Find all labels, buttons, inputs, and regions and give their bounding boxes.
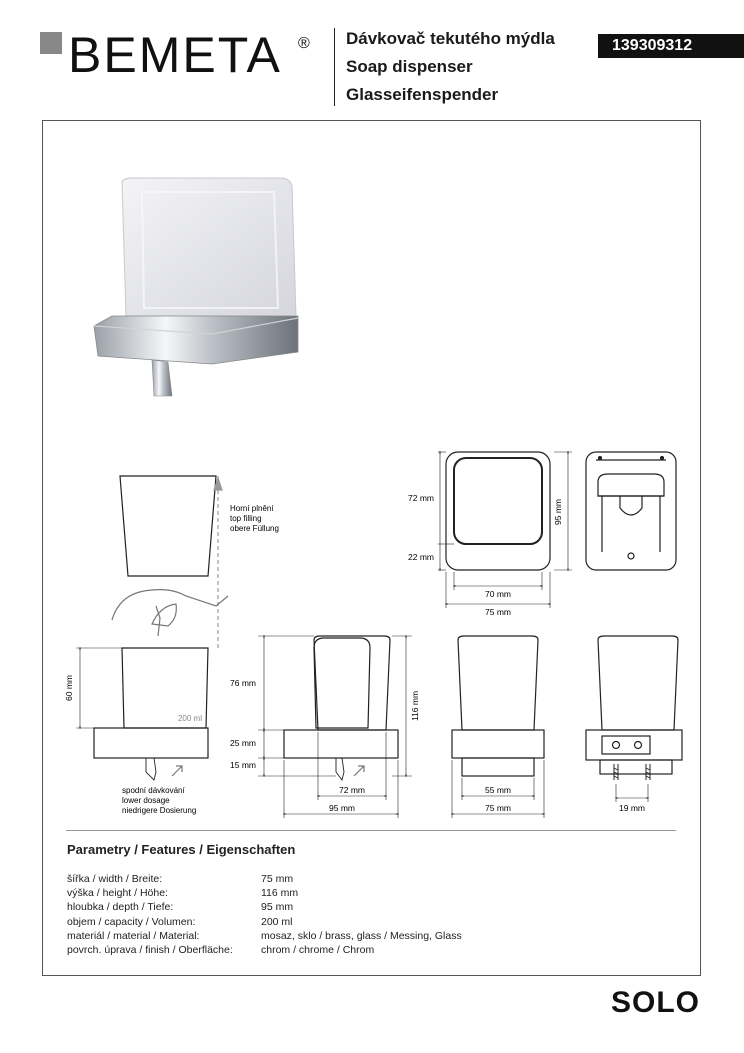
top-filling-en: top filling [230,514,262,523]
top-filling-de: obere Füllung [230,524,279,533]
product-photo [94,178,298,396]
title-en: Soap dispenser [346,57,473,76]
top-view [438,452,572,608]
title-cz: Dávkovač tekutého mýdla [346,29,555,48]
dim-95-front: 95 mm [329,803,355,813]
header-divider [334,28,335,106]
filling-illustration [112,476,228,650]
param-value: 200 ml [261,915,293,928]
param-value: mosaz, sklo / brass, glass / Messing, Glass [261,929,462,942]
section-divider [66,830,676,831]
param-label: povrch. úprava / finish / Oberfläche: [67,944,233,957]
param-label: objem / capacity / Volumen: [67,915,196,928]
param-value: 116 mm [261,887,299,900]
param-label: šířka / width / Breite: [67,873,163,885]
dim-25: 25 mm [230,738,256,748]
dim-116: 116 mm [410,690,420,722]
parameters-title: Parametry / Features / Eigenschaften [67,842,296,857]
param-label: výška / height / Höhe: [67,887,168,900]
title-de: Glasseifenspender [346,85,499,104]
lower-dosage-cz: spodní dávkování [122,786,185,795]
bemeta-logo [40,26,320,82]
lower-dosage-de: niedrigere Dosierung [122,806,197,815]
logo-text: BEMETA [68,27,282,82]
param-value: 95 mm [261,901,294,914]
param-row [67,943,462,957]
product-code: 139309312 [598,34,744,58]
param-value: 75 mm [261,873,294,885]
logo-registered-mark: ® [298,35,310,52]
dim-76: 76 mm [230,678,256,688]
dim-70: 70 mm [485,589,511,599]
dim-72-top: 72 mm [408,493,434,503]
param-row [67,900,462,914]
parameters-list [67,872,462,957]
dim-60: 60 mm [64,675,74,701]
lower-dosage-en: lower dosage [122,796,170,805]
param-row [67,872,462,886]
dim-15: 15 mm [230,760,256,770]
param-row [67,929,462,943]
param-row [67,915,462,929]
wall-mount-view [586,636,682,802]
dim-22: 22 mm [408,552,434,562]
logo-square [40,32,62,54]
series-name: SOLO [610,986,700,1019]
capacity-label: 200 ml [177,714,202,723]
technical-drawing [42,120,701,840]
dim-95-side: 95 mm [553,499,563,525]
top-filling-cz: Horní plnění [230,504,274,513]
param-value: chrom / chrome / Chrom [261,944,375,957]
param-row [67,886,462,900]
side-view-2 [258,636,412,818]
param-label: hloubka / depth / Tiefe: [67,901,174,914]
dim-75-top: 75 mm [485,607,511,617]
dim-55: 55 mm [485,785,511,795]
param-label: materiál / material / Material: [67,929,200,942]
dim-72-front: 72 mm [339,785,365,795]
dim-75-front: 75 mm [485,803,511,813]
dim-19: 19 mm [619,803,645,813]
back-view [586,452,676,570]
